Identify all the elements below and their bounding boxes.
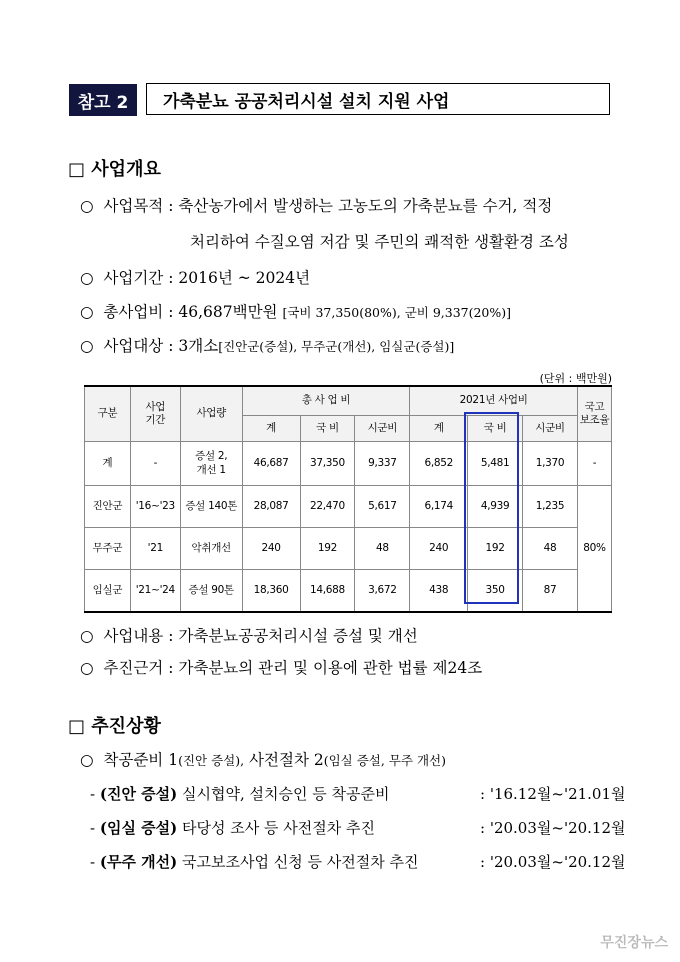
header-total-group: 총 사 업 비 bbox=[242, 386, 410, 416]
item-purpose bbox=[80, 194, 552, 216]
item-purpose-cont bbox=[190, 230, 569, 252]
item-text: 46,687백만원 bbox=[178, 303, 278, 321]
progress-date-muju: : '20.03월~'20.12월 bbox=[480, 853, 626, 871]
table-row-imsil bbox=[85, 570, 612, 612]
cell-total-local: 9,337 bbox=[355, 442, 410, 486]
item-label: 사업목적 : bbox=[103, 197, 174, 215]
lead-a: 착공준비 1 bbox=[103, 751, 179, 769]
cell-total-local: 5,617 bbox=[355, 486, 410, 528]
subheader-cell: 계 bbox=[410, 416, 468, 442]
table-row-total bbox=[85, 442, 612, 486]
cell-total-national: 192 bbox=[300, 528, 355, 570]
cell-shared-rate: 80% bbox=[577, 486, 611, 612]
item-basis bbox=[80, 656, 482, 678]
header-period: 사업 기간 bbox=[130, 386, 180, 442]
item-total-cost bbox=[80, 300, 511, 322]
bullet: ○ bbox=[80, 751, 94, 769]
progress-item-jinan bbox=[90, 783, 389, 804]
item-tag: (임실 증설) bbox=[99, 819, 178, 837]
item-text: 축산농가에서 발생하는 고농도의 가축분뇨를 수거, 적정 bbox=[178, 197, 553, 215]
item-label: 사업기간 : bbox=[103, 269, 174, 287]
header-gubun: 구분 bbox=[85, 386, 131, 442]
cell-name: 계 bbox=[85, 442, 131, 486]
document-title bbox=[146, 83, 610, 115]
header-subsidy: 국고 보조율 bbox=[577, 386, 611, 442]
item-text: 실시협약, 설치승인 등 착공준비 bbox=[182, 785, 390, 803]
item-label: 사업대상 : bbox=[103, 337, 174, 355]
cell-name: 진안군 bbox=[85, 486, 131, 528]
bullet: ○ bbox=[80, 269, 94, 287]
progress-date-imsil: : '20.03월~'20.12월 bbox=[480, 819, 626, 837]
lead-b-note: (임실 증설, 무주 개선) bbox=[323, 753, 446, 768]
cell-2021-local: 48 bbox=[523, 528, 578, 570]
unit-note: (단위 : 백만원) bbox=[539, 372, 612, 385]
watermark: 무진장뉴스 bbox=[600, 935, 668, 951]
cell-total-local: 3,672 bbox=[355, 570, 410, 612]
document-title-text: 가축분뇨 공공처리시설 설치 지원 사업 bbox=[163, 91, 450, 112]
cell-scale: 증설 140톤 bbox=[180, 486, 242, 528]
progress-item-imsil bbox=[90, 817, 375, 838]
subheader-cell: 계 bbox=[242, 416, 300, 442]
item-label: 추진근거 : bbox=[103, 659, 174, 677]
section-marker: □ bbox=[68, 716, 86, 737]
cell-2021-local: 1,370 bbox=[523, 442, 578, 486]
cell-2021-local: 1,235 bbox=[523, 486, 578, 528]
dash: - bbox=[90, 853, 96, 871]
item-content bbox=[80, 624, 418, 646]
cell-2021-sum: 240 bbox=[410, 528, 468, 570]
reference-label: 참고 2 bbox=[69, 84, 137, 116]
section-heading-progress bbox=[68, 712, 161, 738]
cell-2021-sum: 6,852 bbox=[410, 442, 468, 486]
section-heading-overview bbox=[68, 155, 161, 181]
cell-2021-national: 4,939 bbox=[468, 486, 523, 528]
bullet: ○ bbox=[80, 627, 94, 645]
header-scale: 사업량 bbox=[180, 386, 242, 442]
item-label: 사업내용 : bbox=[103, 627, 174, 645]
cell-name: 임실군 bbox=[85, 570, 131, 612]
bullet: ○ bbox=[80, 197, 94, 215]
bullet: ○ bbox=[80, 659, 94, 677]
item-note: [진안군(증설), 무주군(개선), 임실군(증설)] bbox=[218, 339, 455, 354]
cell-total-national: 22,470 bbox=[300, 486, 355, 528]
cell-name: 무주군 bbox=[85, 528, 131, 570]
subheader-cell: 국 비 bbox=[300, 416, 355, 442]
subheader-cell: 국 비 bbox=[468, 416, 523, 442]
dash: - bbox=[90, 819, 96, 837]
subheader-cell: 시군비 bbox=[523, 416, 578, 442]
table-header-row bbox=[85, 386, 612, 416]
cell-total-sum: 28,087 bbox=[242, 486, 300, 528]
cell-total-national: 37,350 bbox=[300, 442, 355, 486]
cell-total-sum: 46,687 bbox=[242, 442, 300, 486]
progress-lead bbox=[80, 748, 446, 770]
cell-2021-sum: 6,174 bbox=[410, 486, 468, 528]
cell-period: '16~'23 bbox=[130, 486, 180, 528]
cell-2021-sum: 438 bbox=[410, 570, 468, 612]
cell-period: - bbox=[130, 442, 180, 486]
item-text: 타당성 조사 등 사전절차 추진 bbox=[182, 819, 375, 837]
cell-2021-national: 192 bbox=[468, 528, 523, 570]
budget-table bbox=[84, 385, 612, 613]
subheader-cell: 시군비 bbox=[355, 416, 410, 442]
item-tag: (무주 개선) bbox=[99, 853, 178, 871]
section-title: 사업개요 bbox=[91, 159, 161, 180]
cell-scale: 증설 2, 개선 1 bbox=[180, 442, 242, 486]
cell-rate: - bbox=[577, 442, 611, 486]
cell-period: '21 bbox=[130, 528, 180, 570]
item-tag: (진안 증설) bbox=[99, 785, 178, 803]
section-title: 추진상황 bbox=[91, 716, 161, 737]
cell-total-national: 14,688 bbox=[300, 570, 355, 612]
cell-total-local: 48 bbox=[355, 528, 410, 570]
bullet: ○ bbox=[80, 303, 94, 321]
header-2021-group: 2021년 사업비 bbox=[410, 386, 578, 416]
item-text: 국고보조사업 신청 등 사전절차 추진 bbox=[182, 853, 419, 871]
section-marker: □ bbox=[68, 159, 86, 180]
progress-item-muju bbox=[90, 851, 418, 872]
cell-period: '21~'24 bbox=[130, 570, 180, 612]
progress-date-jinan: : '16.12월~'21.01월 bbox=[480, 785, 626, 803]
item-label: 총사업비 : bbox=[103, 303, 174, 321]
cell-total-sum: 240 bbox=[242, 528, 300, 570]
item-target bbox=[80, 334, 454, 356]
cell-scale: 악취개선 bbox=[180, 528, 242, 570]
cell-2021-national: 350 bbox=[468, 570, 523, 612]
cell-scale: 증설 90톤 bbox=[180, 570, 242, 612]
item-text: 2016년 ~ 2024년 bbox=[178, 269, 311, 287]
cell-2021-national: 5,481 bbox=[468, 442, 523, 486]
item-period bbox=[80, 266, 310, 288]
cell-total-sum: 18,360 bbox=[242, 570, 300, 612]
item-text-cont: 처리하여 수질오염 저감 및 주민의 쾌적한 생활환경 조성 bbox=[190, 233, 569, 251]
table-row-muju bbox=[85, 528, 612, 570]
lead-a-note: (진안 증설), bbox=[178, 753, 245, 768]
item-text: 가축분뇨의 관리 및 이용에 관한 법률 제24조 bbox=[178, 659, 483, 677]
item-text: 3개소 bbox=[178, 337, 219, 355]
item-text: 가축분뇨공공처리시설 증설 및 개선 bbox=[178, 627, 418, 645]
cell-2021-local: 87 bbox=[523, 570, 578, 612]
lead-b: 사전절차 2 bbox=[249, 751, 324, 769]
item-note: [국비 37,350(80%), 군비 9,337(20%)] bbox=[282, 305, 512, 320]
table-row-jinan bbox=[85, 486, 612, 528]
bullet: ○ bbox=[80, 337, 94, 355]
dash: - bbox=[90, 785, 96, 803]
